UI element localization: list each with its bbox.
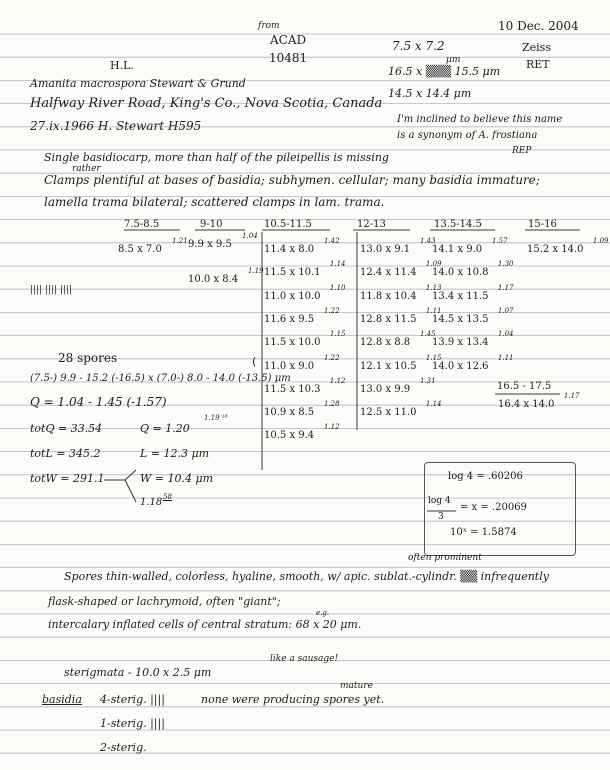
herbarium-code: ACAD [270,33,307,47]
spore-q-ratio: 1.07 [497,306,514,315]
spore-q-ratio: 1.14 [425,400,442,409]
basidia-2-sterig: 2-sterig. [100,741,147,754]
spore-q-ratio: 1.15 [329,330,346,339]
spore-q-ratio: 1.57 [492,237,508,245]
synonym-note-line2: is a synonym of A. frostiana [397,130,538,141]
range-brace: ( [252,355,257,368]
spore-q-ratio: 1.22 [324,353,340,362]
spore-q-ratio: 1.21 [172,237,188,245]
spore-q-ratio: 1.14 [329,260,346,269]
mean-width: W = 10.4 μm [140,472,214,485]
description-line-3: intercalary inflated cells of central stratum: 68 x 20 μm. [48,618,362,631]
spore-q-ratio: 1.09 [592,237,609,245]
basidia-1-sterig: 1-sterig. |||| [100,717,165,730]
spore-q-ratio: 1.43 [420,237,436,245]
spore-q-ratio: 1.11 [425,306,442,315]
spore-measurement: 10.0 x 8.4 [188,274,239,285]
spore-q-ratio: 1.10 [329,283,346,292]
locality: Halfway River Road, King's Co., Nova Scotia, Canada [30,96,383,111]
extra-value: 1.18 [140,497,163,508]
size-class-header-3: 10.5-11.5 [264,219,312,230]
description-line-3-sup: e.g. [316,609,330,617]
spore-measurement: 10.9 x 8.5 [264,407,315,419]
spore-q-ratio: 1.17 [497,283,514,292]
spore-measurement: 8.5 x 7.0 [118,244,162,255]
measurement-3: 14.5 x 14.4 μm [388,87,472,100]
sterigmata: sterigmata - 10.0 x 2.5 μm [64,666,212,679]
size-class-header-6: 15-16 [528,219,557,230]
spore-q-ratio: 1.13 [425,283,442,292]
spore-measurement: 12.8 x 8.8 [360,337,411,349]
total-length: totL = 345.2 [30,447,101,460]
spore-measurement: 11.5 x 10.0 [264,337,321,349]
synonym-note-initials: REP [512,146,532,156]
spore-measurement: 13.0 x 9.9 [360,383,411,395]
spore-q-ratio: 1.12 [329,376,346,385]
spore-measurement: 12.5 x 11.0 [360,407,417,419]
q-range: Q = 1.04 - 1.45 (-1.57) [30,395,167,409]
size-class-header-4: 12-13 [357,219,386,230]
observation-line-1: Single basidiocarp, more than half of the pileipellis is missing [44,151,389,164]
spore-q-ratio: 1.17 [563,392,580,400]
total-width: totW = 291.1 [30,472,105,485]
basidia-label: basidia [42,693,82,706]
measurement-1-unit: μm [446,55,461,65]
spore-measurement: 14.0 x 10.8 [432,267,489,279]
date: 10 Dec. 2004 [498,19,579,33]
spore-measurement: 12.4 x 11.4 [360,267,417,279]
calc-line-2-num: log 4 [428,496,451,506]
determiner: RET [526,58,550,71]
spore-measurement: 13.4 x 11.5 [432,290,489,302]
basidia-insert: mature [340,681,373,691]
calc-line-3: 10ˣ = 1.5874 [450,527,517,538]
basidia-4-sterig: 4-sterig. |||| [100,693,165,706]
synonym-note-line1: I'm inclined to believe this name [397,114,563,125]
calc-line-1: log 4 = .60206 [448,471,523,482]
size-class-header-5: 13.5-14.5 [434,219,482,230]
spore-measurement: 13.0 x 9.1 [360,244,411,255]
spore-measurement: 11.4 x 8.0 [264,244,315,255]
observation-line-3: lamella trama bilateral; scattered clamps in lam. trama. [44,195,385,209]
spore-measurement: 13.9 x 13.4 [432,337,489,349]
collector-initials: H.L. [110,59,134,72]
spore-measurement: 14.5 x 13.5 [432,313,489,325]
size-class-header-2: 9-10 [200,219,223,230]
spore-measurement: 11.5 x 10.1 [264,267,321,279]
spore-q-ratio: 1.30 [497,260,514,269]
spore-q-ratio: 1.31 [420,376,436,385]
mean-q-sup: 1.19 ¹⁸ [204,414,228,422]
size-class-header-7: 16.5 - 17.5 [497,381,552,392]
spore-measurement: 10.5 x 9.4 [264,430,315,442]
calc-line-2-den: 3 [438,512,444,522]
spore-measurement: 11.0 x 10.0 [264,290,321,302]
tally-marks: |||| |||| |||| [30,285,73,295]
observation-insert: rather [72,164,101,174]
calc-line-2-result: = x = .20069 [460,502,527,513]
description-line-1: Spores thin-walled, colorless, hyaline, smooth, w/ apic. sublat.-cylindr. ▒▒ infrequently [64,570,549,583]
description-insert: often prominent [408,553,482,563]
sterigmata-insert: like a sausage! [270,654,339,664]
spore-measurement: 12.1 x 10.5 [360,360,417,372]
total-q: totQ = 33.54 [30,422,103,435]
spore-q-ratio: 1.12 [324,423,340,432]
spore-q-ratio: 1.45 [420,330,436,339]
spore-q-ratio: 1.19 [248,267,264,275]
spore-measurement: 11.5 x 10.3 [264,383,321,395]
spore-count: 28 spores [58,351,118,365]
mean-length: L = 12.3 μm [140,447,210,460]
observation-line-2: Clamps plentiful at bases of basidia; subhymen. cellular; many basidia immature; [44,173,540,187]
spore-measurement: 11.8 x 10.4 [360,290,417,302]
spore-measurement: 12.8 x 11.5 [360,313,417,325]
microscope: Zeiss [522,41,551,54]
spore-measurement: 15.2 x 14.0 [527,244,584,255]
spore-q-ratio: 1.15 [425,353,442,362]
spore-size-range: (7.5-) 9.9 - 15.2 (-16.5) x (7.0-) 8.0 - 14.0 (-13.5) μm [30,373,291,384]
herbarium-number: 10481 [269,51,308,65]
description-line-2: flask-shaped or lachrymoid, often "giant"; [48,595,281,608]
spore-q-ratio: 1.11 [497,353,514,362]
measurement-2: 16.5 x ▒▒▒ 15.5 μm [388,65,501,78]
mean-q: Q = 1.20 [140,422,190,435]
spore-q-ratio: 1.22 [324,306,340,315]
spore-measurement: 11.6 x 9.5 [264,313,315,325]
spore-measurement: 9.9 x 9.5 [188,239,232,250]
extra-value-sup: 58 [163,493,172,501]
spore-q-ratio: 1.04 [497,330,514,339]
basidia-note: none were producing spores yet. [201,693,385,706]
herbarium-from-note: from [258,21,280,31]
spore-q-ratio: 1.04 [242,232,258,240]
spore-q-ratio: 1.28 [324,400,340,409]
spore-measurement: 16.4 x 14.0 [498,399,555,410]
spore-measurement: 14.1 x 9.0 [432,244,483,255]
date-collector: 27.ix.1966 H. Stewart H595 [30,119,202,133]
spore-q-ratio: 1.42 [324,237,340,245]
spore-measurement: 14.0 x 12.6 [432,360,489,372]
spore-measurement: 11.0 x 9.0 [264,360,315,372]
size-class-header-1: 7.5-8.5 [124,219,160,230]
spore-q-ratio: 1.09 [425,260,442,269]
measurement-1: 7.5 x 7.2 [392,39,445,53]
species-name: Amanita macrospora Stewart & Grund [30,77,246,90]
